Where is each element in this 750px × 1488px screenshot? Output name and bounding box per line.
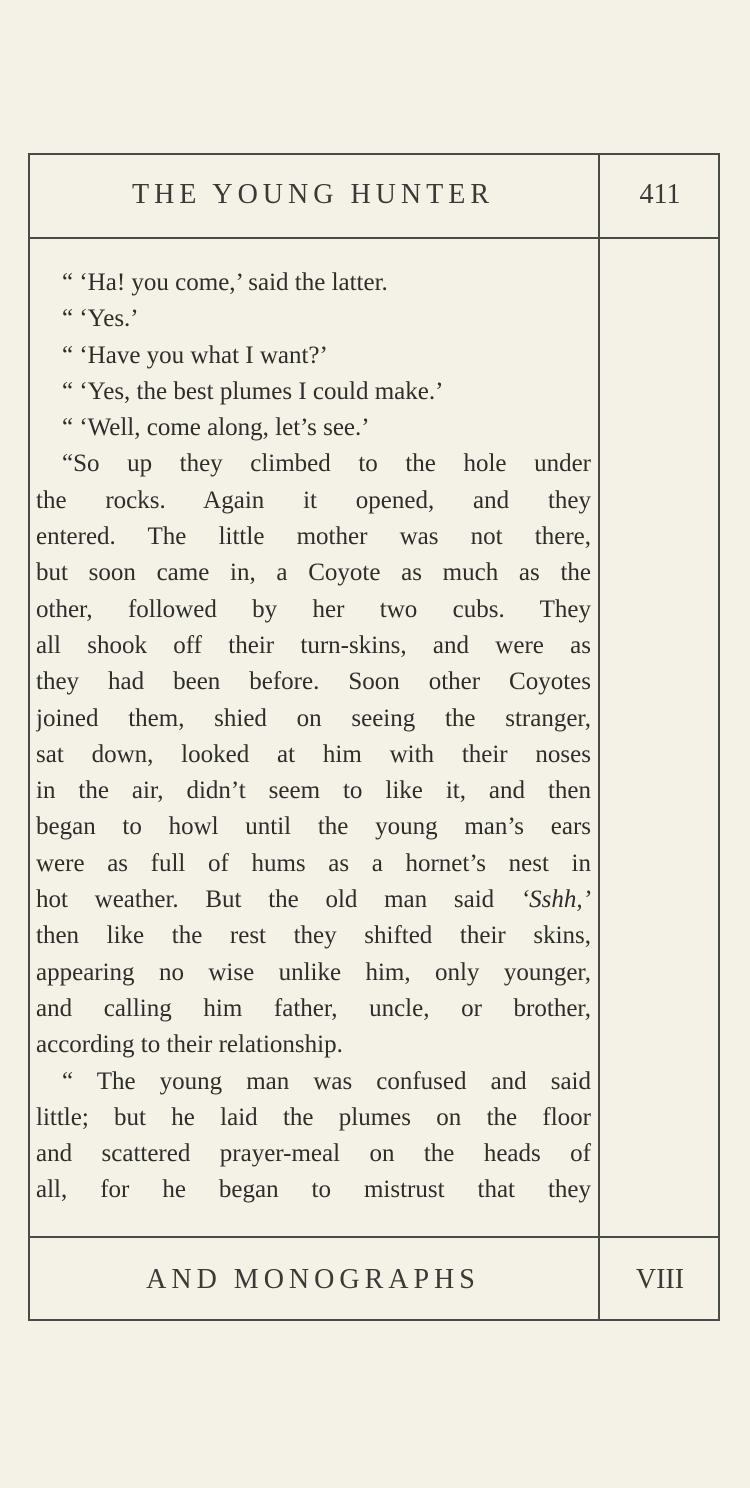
text-line: little; but he laid the plumes on the floor (36, 1103, 591, 1131)
text-line-with-italic (36, 882, 591, 918)
footer-title: AND MONOGRAPHS (146, 1263, 480, 1295)
italic-word: ‘Sshh,’ (520, 886, 591, 914)
text-line: appearing no wise unlike him, only younger, (36, 958, 591, 986)
text-line: “ ‘Have you what I want?’ (62, 341, 328, 369)
text-line: sat down, looked at him with their noses (36, 740, 591, 768)
text-line: entered. The little mother was not there, (36, 523, 591, 551)
running-head: THE YOUNG HUNTER (131, 179, 495, 210)
text-line: the rocks. Again it opened, and they (36, 486, 591, 514)
text-line: all shook off their turn-skins, and were as (36, 631, 591, 659)
text-line: joined them, shied on seeing the stranger, (36, 704, 591, 732)
footer-mark: VIII (635, 1263, 685, 1295)
text-line: and scattered prayer-meal on the heads of (36, 1140, 591, 1168)
page-number: 411 (639, 179, 681, 210)
text-line: hot weather. But the old man said (36, 886, 495, 914)
text-line: according to their relationship. (36, 1031, 343, 1059)
text-line: other, followed by her two cubs. They (36, 595, 591, 623)
header-rule (28, 237, 720, 239)
body-text (36, 265, 591, 1209)
text-line: they had been before. Soon other Coyotes (36, 668, 591, 696)
book-page (28, 153, 720, 1321)
text-line: began to howl until the young man’s ears (36, 813, 591, 841)
text-line: but soon came in, a Coyote as much as the (36, 559, 591, 587)
text-line: “ The young man was confused and said (62, 1067, 591, 1095)
text-line: “So up they climbed to the hole under (62, 450, 591, 478)
margin-rule (598, 153, 600, 1321)
text-line: “ ‘Well, come along, let’s see.’ (62, 414, 370, 442)
text-line: “ ‘Yes.’ (62, 305, 139, 333)
text-line: all, for he began to mistrust that they (36, 1176, 591, 1204)
text-line: in the air, didn’t seem to like it, and then (36, 777, 591, 805)
text-line: and calling him father, uncle, or brother, (36, 994, 591, 1022)
text-line: “ ‘Ha! you come,’ said the latter. (62, 269, 388, 296)
text-line: then like the rest they shifted their skins, (36, 922, 591, 950)
text-line: were as full of hums as a hornet’s nest in (36, 849, 591, 877)
text-line: “ ‘Yes, the best plumes I could make.’ (62, 377, 444, 405)
